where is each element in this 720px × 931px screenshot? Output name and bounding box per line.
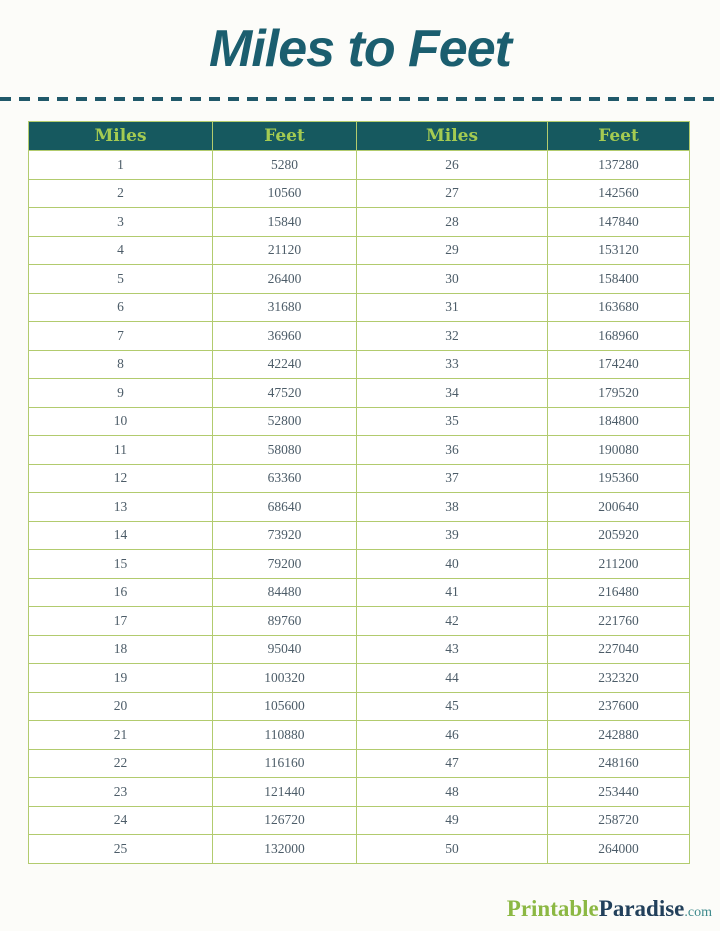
table-cell: 84480 [213,578,357,607]
table-cell: 42240 [213,350,357,379]
table-cell: 31680 [213,293,357,322]
table-row [29,407,690,436]
table-cell: 52800 [213,407,357,436]
table-cell: 33 [357,350,548,379]
table-row [29,835,690,864]
table-cell: 10560 [213,179,357,208]
table-cell: 9 [29,379,213,408]
table-cell: 63360 [213,464,357,493]
table-cell: 7 [29,322,213,351]
table-row [29,635,690,664]
table-row [29,550,690,579]
table-cell: 49 [357,806,548,835]
table-cell: 195360 [548,464,690,493]
table-cell: 29 [357,236,548,265]
table-cell: 58080 [213,436,357,465]
table-cell: 44 [357,664,548,693]
table-row [29,379,690,408]
table-cell: 79200 [213,550,357,579]
table-cell: 46 [357,721,548,750]
table-cell: 142560 [548,179,690,208]
table-cell: 121440 [213,778,357,807]
table-row [29,778,690,807]
header-miles-left: Miles [29,122,213,151]
table-row [29,322,690,351]
table-cell: 100320 [213,664,357,693]
footer-brand [507,896,712,922]
table-cell: 14 [29,521,213,550]
table-cell: 168960 [548,322,690,351]
table-cell: 32 [357,322,548,351]
table-row [29,493,690,522]
table-row [29,350,690,379]
table-row [29,236,690,265]
table-cell: 126720 [213,806,357,835]
table-cell: 242880 [548,721,690,750]
table-cell: 36 [357,436,548,465]
table-cell: 50 [357,835,548,864]
table-cell: 20 [29,692,213,721]
header-feet-right: Feet [548,122,690,151]
table-cell: 4 [29,236,213,265]
table-cell: 16 [29,578,213,607]
table-row [29,692,690,721]
table-row [29,664,690,693]
table-row [29,521,690,550]
table-cell: 5280 [213,151,357,180]
table-cell: 37 [357,464,548,493]
table-cell: 47 [357,749,548,778]
table-cell: 21120 [213,236,357,265]
table-cell: 47520 [213,379,357,408]
table-cell: 68640 [213,493,357,522]
table-cell: 2 [29,179,213,208]
page-title: Miles to Feet [209,20,511,78]
table-cell: 174240 [548,350,690,379]
table-header-row [29,122,690,151]
table-cell: 5 [29,265,213,294]
table-body [29,151,690,864]
table-cell: 25 [29,835,213,864]
table-cell: 48 [357,778,548,807]
table-cell: 253440 [548,778,690,807]
table-cell: 23 [29,778,213,807]
table-row [29,721,690,750]
table-cell: 36960 [213,322,357,351]
table-cell: 15840 [213,208,357,237]
table-cell: 39 [357,521,548,550]
table-cell: 264000 [548,835,690,864]
table-cell: 1 [29,151,213,180]
table-cell: 153120 [548,236,690,265]
table-cell: 132000 [213,835,357,864]
table-cell: 24 [29,806,213,835]
table-cell: 26 [357,151,548,180]
table-row [29,208,690,237]
table-cell: 258720 [548,806,690,835]
table-cell: 6 [29,293,213,322]
table-cell: 237600 [548,692,690,721]
table-cell: 221760 [548,607,690,636]
table-cell: 28 [357,208,548,237]
table-cell: 248160 [548,749,690,778]
brand-printable: Printable [506,896,599,921]
table-cell: 227040 [548,635,690,664]
table-cell: 18 [29,635,213,664]
table-cell: 30 [357,265,548,294]
table-cell: 42 [357,607,548,636]
table-cell: 73920 [213,521,357,550]
brand-paradise: Paradise [598,896,685,921]
header-miles-right: Miles [357,122,548,151]
brand-com-suffix: .com [684,905,712,920]
table-cell: 10 [29,407,213,436]
table-cell: 17 [29,607,213,636]
table-cell: 40 [357,550,548,579]
table-row [29,293,690,322]
dashed-divider [0,97,720,101]
table-row [29,607,690,636]
table-cell: 27 [357,179,548,208]
table-cell: 137280 [548,151,690,180]
table-cell: 116160 [213,749,357,778]
table-cell: 31 [357,293,548,322]
table-cell: 11 [29,436,213,465]
table-row [29,179,690,208]
table-cell: 105600 [213,692,357,721]
table-cell: 147840 [548,208,690,237]
table-cell: 38 [357,493,548,522]
table-cell: 12 [29,464,213,493]
table-cell: 15 [29,550,213,579]
header-feet-left: Feet [213,122,357,151]
table-row [29,806,690,835]
table-cell: 89760 [213,607,357,636]
table-row [29,578,690,607]
table-row [29,464,690,493]
table-cell: 232320 [548,664,690,693]
table-cell: 205920 [548,521,690,550]
table-cell: 8 [29,350,213,379]
table-cell: 22 [29,749,213,778]
table-cell: 21 [29,721,213,750]
table-row [29,749,690,778]
table-cell: 163680 [548,293,690,322]
table-cell: 19 [29,664,213,693]
table-cell: 26400 [213,265,357,294]
table-cell: 43 [357,635,548,664]
table-cell: 211200 [548,550,690,579]
table-cell: 34 [357,379,548,408]
table-row [29,436,690,465]
table-cell: 45 [357,692,548,721]
table-cell: 200640 [548,493,690,522]
table-cell: 3 [29,208,213,237]
table-cell: 35 [357,407,548,436]
table-cell: 190080 [548,436,690,465]
table-cell: 13 [29,493,213,522]
table-cell: 41 [357,578,548,607]
table-row [29,151,690,180]
table-cell: 95040 [213,635,357,664]
table-cell: 110880 [213,721,357,750]
miles-to-feet-table [28,121,690,864]
table-cell: 216480 [548,578,690,607]
table-cell: 184800 [548,407,690,436]
table-cell: 158400 [548,265,690,294]
table-cell: 179520 [548,379,690,408]
table-row [29,265,690,294]
